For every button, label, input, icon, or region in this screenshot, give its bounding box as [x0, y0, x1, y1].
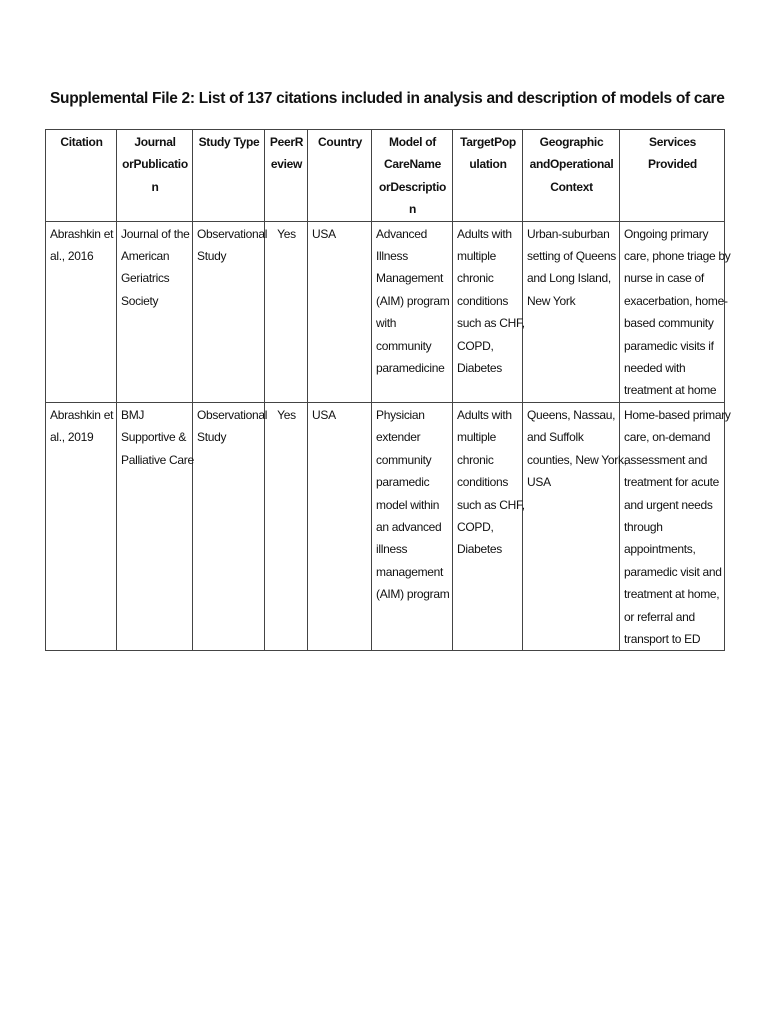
cell-study-type [193, 402, 268, 650]
cell-journal [117, 221, 193, 402]
header-country [308, 130, 372, 222]
cell-line: such as CHF, [457, 497, 525, 512]
cell-line: Name or [378, 157, 441, 194]
cell-country [308, 402, 372, 650]
cell-line: Journal of the [121, 226, 190, 241]
cell-services-provided [620, 402, 731, 650]
cell-citation [46, 221, 117, 402]
cell-line: Geriatrics [121, 271, 170, 286]
cell-line: paramedic visit and [624, 564, 722, 579]
cell-line: Services Provided [648, 135, 697, 172]
cell-line: Diabetes [457, 361, 502, 376]
cell-line: illness [376, 542, 408, 557]
cell-line: chronic [457, 271, 494, 286]
cell-line: Study [197, 249, 227, 264]
cell-line: multiple [457, 249, 496, 264]
cell-line: Abrashkin et [50, 407, 114, 422]
cell-line: Observational [197, 407, 268, 422]
cell-line: care, on-demand [624, 430, 711, 445]
cell-line: Management [376, 271, 444, 286]
cell-line: Country [318, 135, 362, 149]
cell-line: conditions [457, 293, 509, 308]
cell-citation [46, 402, 117, 650]
cell-line: paramedicine [376, 361, 445, 376]
cell-study-type [193, 221, 268, 402]
document-title: Supplemental File 2: List of 137 citations included in analysis and description of models of care [50, 90, 725, 107]
header-geographic-context [523, 130, 620, 222]
cell-line: Ongoing primary [624, 226, 709, 241]
cell-line: conditions [457, 475, 509, 490]
cell-line: multiple [457, 430, 496, 445]
cell-line: Adults with [457, 226, 512, 241]
cell-line: an advanced [376, 519, 442, 534]
header-journal [117, 130, 193, 222]
cell-line: al., 2019 [50, 430, 94, 445]
cell-line: Review [270, 135, 304, 172]
cell-line: Study Type [198, 135, 260, 149]
cell-peer-review [265, 402, 308, 650]
cell-line: Yes [277, 407, 296, 422]
cell-line: (AIM) program [376, 293, 450, 308]
cell-line: needed with [624, 361, 686, 376]
cell-line: Context [550, 179, 593, 194]
cell-line: USA [527, 475, 551, 490]
cell-line: with [376, 316, 397, 331]
cell-line: Geographic and [529, 135, 604, 172]
cell-line: Society [121, 293, 159, 308]
cell-line: Supportive & [121, 430, 187, 445]
cell-line: or referral and [624, 609, 695, 624]
cell-line: treatment at home [624, 383, 717, 398]
cell-line: Palliative Care [121, 452, 194, 467]
cell-line: based community [624, 316, 714, 331]
header-study-type [193, 130, 265, 222]
cell-line: management [376, 564, 444, 579]
header-citation [46, 130, 117, 222]
cell-line: assessment and [624, 452, 708, 467]
table-header-row [46, 130, 725, 222]
cell-geographic-context [523, 402, 627, 650]
cell-country [308, 221, 372, 402]
cell-line: (AIM) program [376, 587, 450, 602]
cell-target-population [453, 221, 523, 402]
cell-line: and urgent needs [624, 497, 713, 512]
citations-table [45, 129, 731, 651]
cell-line: Illness [376, 249, 408, 264]
cell-line: New York [527, 293, 576, 308]
cell-line: such as CHF, [457, 316, 525, 331]
cell-line: Population [469, 135, 516, 172]
cell-geographic-context [523, 221, 620, 402]
cell-line: American [121, 249, 170, 264]
cell-line: appointments, [624, 542, 696, 557]
cell-line: Target [460, 135, 495, 149]
cell-line: USA [312, 226, 336, 241]
cell-line: and Suffolk [527, 430, 584, 445]
cell-line: COPD, [457, 519, 494, 534]
cell-line: BMJ [121, 407, 145, 422]
cell-line: Queens, Nassau, [527, 407, 616, 422]
cell-line: Citation [60, 135, 103, 149]
cell-line: paramedic visits if [624, 338, 714, 353]
cell-line: treatment at home, [624, 587, 720, 602]
cell-line: Physician [376, 407, 425, 422]
cell-peer-review [265, 221, 308, 402]
cell-services-provided [620, 221, 731, 402]
table-body [46, 221, 731, 651]
cell-line: community [376, 452, 432, 467]
cell-line: exacerbation, home- [624, 293, 728, 308]
cell-line: paramedic [376, 475, 430, 490]
cell-line: setting of Queens [527, 249, 616, 264]
table-row [46, 402, 725, 650]
cell-line: Diabetes [457, 542, 502, 557]
cell-line: Model of Care [384, 135, 436, 172]
table-row [46, 221, 725, 402]
cell-line: and Long Island, [527, 271, 611, 286]
cell-line: Urban-suburban [527, 226, 610, 241]
cell-target-population [453, 402, 523, 650]
header-peer-review [265, 130, 308, 222]
header-services-provided [620, 130, 725, 222]
cell-line: Abrashkin et [50, 226, 114, 241]
header-target-population [453, 130, 523, 222]
cell-line: Peer [269, 135, 295, 149]
cell-line: Operational [550, 157, 614, 172]
cell-line: nurse in case of [624, 271, 704, 286]
cell-line: through [624, 519, 663, 534]
header-model-of-care [372, 130, 453, 222]
cell-line: Home-based primary [624, 407, 731, 422]
cell-model-of-care [372, 402, 453, 650]
cell-line: extender [376, 430, 421, 445]
cell-line: COPD, [457, 338, 494, 353]
cell-line: Description [390, 179, 447, 217]
cell-line: Yes [277, 226, 296, 241]
cell-line: care, phone triage by [624, 249, 731, 264]
cell-line: Journal or [122, 135, 176, 172]
cell-line: Publication [133, 157, 188, 194]
cell-line: Observational [197, 226, 268, 241]
cell-line: chronic [457, 452, 494, 467]
cell-line: USA [312, 407, 336, 422]
cell-line: Study [197, 430, 227, 445]
cell-line: Adults with [457, 407, 512, 422]
cell-line: Advanced [376, 226, 427, 241]
cell-line: treatment for acute [624, 475, 720, 490]
cell-line: al., 2016 [50, 249, 94, 264]
cell-line: transport to ED [624, 631, 701, 646]
cell-line: community [376, 338, 432, 353]
cell-line: model within [376, 497, 440, 512]
cell-line: counties, New York, [527, 452, 627, 467]
cell-journal [117, 402, 193, 650]
cell-model-of-care [372, 221, 453, 402]
